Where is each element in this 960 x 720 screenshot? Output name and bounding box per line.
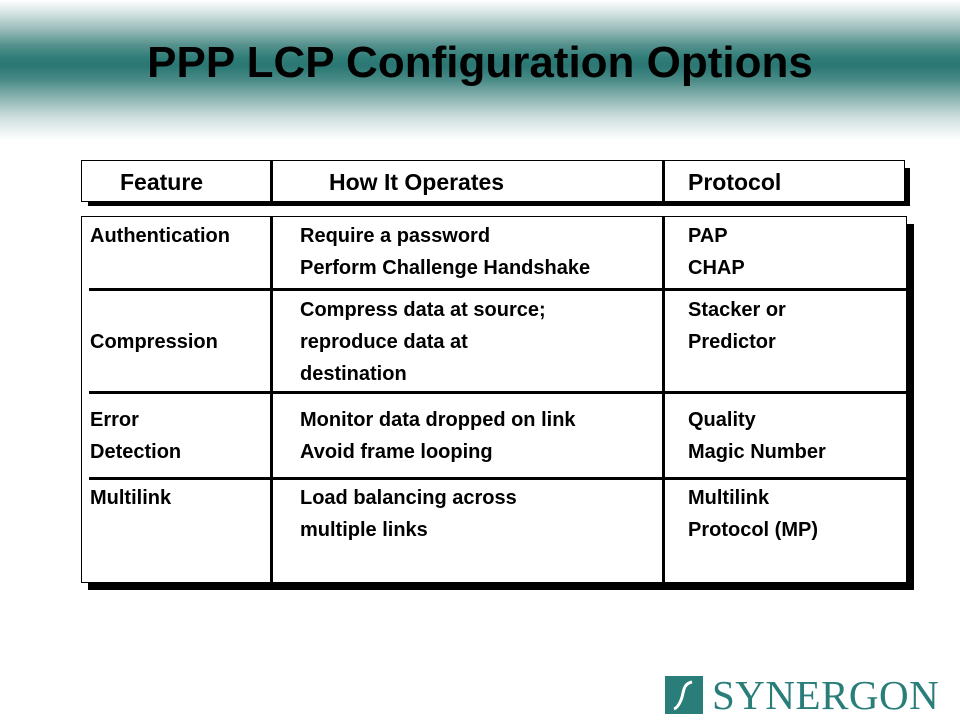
row-multilink-operation: Load balancing across multiple links bbox=[300, 487, 517, 541]
row-compression-protocol: Stacker or Predictor bbox=[688, 299, 786, 353]
header-operation: How It Operates bbox=[329, 169, 505, 195]
header-feature: Feature bbox=[120, 169, 204, 195]
row-authentication-feature: Authentication bbox=[90, 225, 230, 247]
row-multilink-protocol: Multilink Protocol (MP) bbox=[688, 487, 818, 541]
header-protocol: Protocol bbox=[688, 169, 782, 195]
row-separator-2 bbox=[89, 391, 907, 394]
synergon-logo-icon bbox=[665, 676, 703, 714]
row-separator-3 bbox=[89, 477, 907, 480]
header-divider-2 bbox=[662, 160, 665, 206]
row-authentication-operation: Require a password Perform Challenge Handshake bbox=[300, 225, 591, 279]
row-error-detection-feature: Error Detection bbox=[90, 409, 182, 463]
slide-title: PPP LCP Configuration Options bbox=[147, 38, 813, 87]
row-compression-operation: Compress data at source; reproduce data at destination bbox=[300, 299, 546, 385]
row-separator-1 bbox=[89, 288, 907, 291]
row-error-detection-operation: Monitor data dropped on link Avoid frame looping bbox=[300, 409, 576, 463]
body-divider-1 bbox=[270, 216, 273, 583]
synergon-logo-text: SYNERGON bbox=[712, 672, 940, 718]
body-divider-2 bbox=[662, 216, 665, 583]
row-multilink-feature: Multilink bbox=[90, 487, 172, 509]
header-divider-1 bbox=[270, 160, 273, 206]
row-error-detection-protocol: Quality Magic Number bbox=[688, 409, 826, 463]
row-compression-feature: Compression bbox=[90, 331, 218, 353]
row-authentication-protocol: PAP CHAP bbox=[688, 225, 745, 279]
